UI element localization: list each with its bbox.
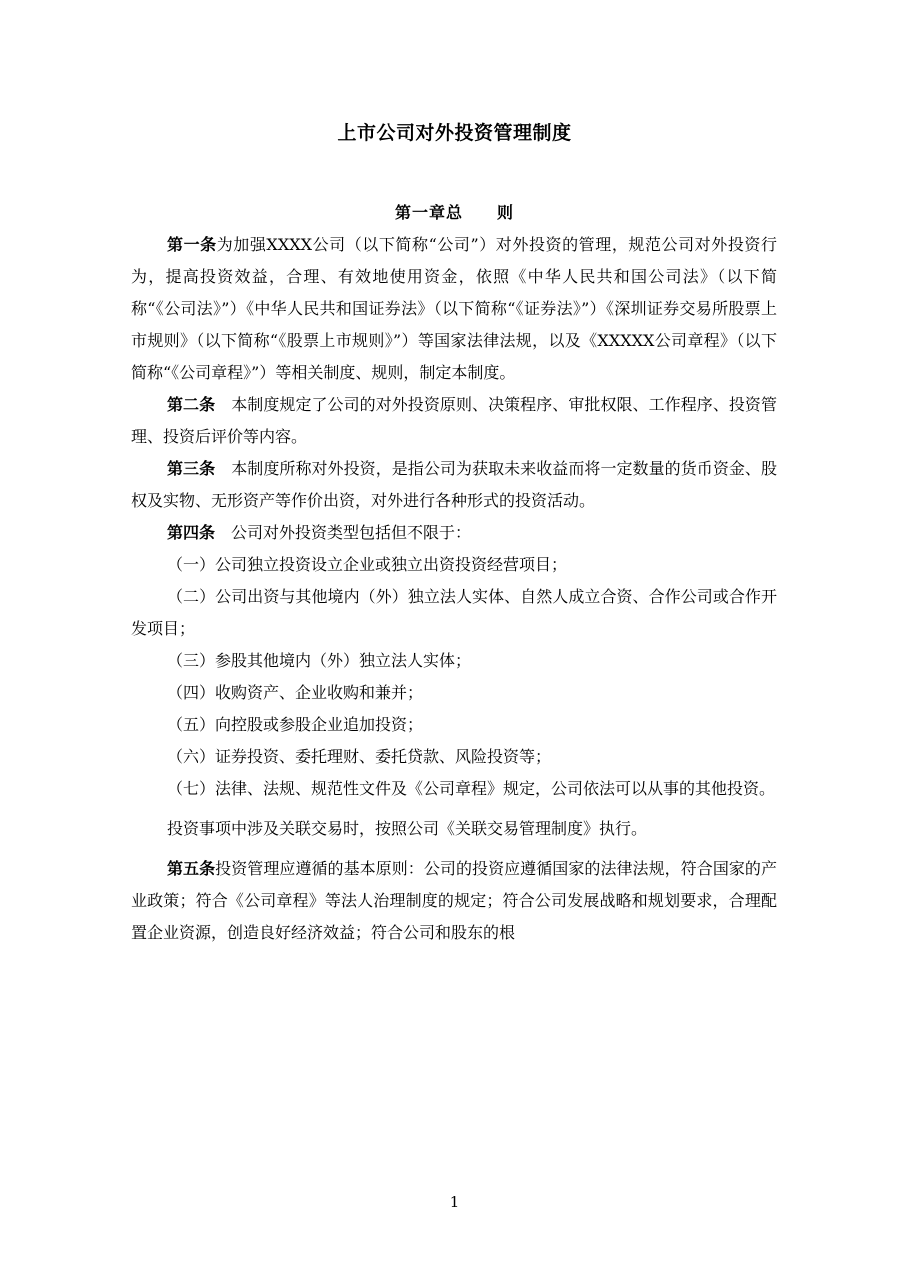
article-1 (131, 229, 777, 389)
article-2 (131, 389, 777, 453)
article-text: 本制度所称对外投资，是指公司为获取未来收益而将一定数量的货币资金、股权及实物、无形资产等作价出资，对外进行各种形式的投资活动。 (131, 459, 777, 510)
article-text: 公司对外投资类型包括但不限于： (215, 523, 472, 542)
page-number: 1 (449, 1193, 460, 1211)
list-item: （六）证券投资、委托理财、委托贷款、风险投资等； (167, 747, 552, 766)
article-heading: 第二条 (167, 395, 216, 414)
document-body (131, 229, 777, 949)
document-title: 上市公司对外投资管理制度 (337, 122, 572, 144)
article-text: 投资管理应遵循的基本原则：公司的投资应遵循国家的法律法规，符合国家的产业政策；符合《公司章程》等法人治理制度的规定；符合公司发展战略和规划要求，合理配置企业资源，创造良好经济效益；符合公司和股东的根 (131, 859, 777, 942)
article-heading: 第一条 (167, 235, 217, 254)
article-3 (131, 453, 777, 517)
article-heading: 第四条 (167, 523, 216, 542)
article-heading: 第五条 (167, 859, 216, 878)
article-4 (131, 517, 777, 549)
list-item: （四）收购资产、企业收购和兼并； (167, 683, 424, 702)
article-5 (131, 853, 777, 949)
chapter-title: 第一章总 则 (394, 203, 514, 222)
related-party-note: 投资事项中涉及关联交易时，按照公司《关联交易管理制度》执行。 (167, 819, 648, 838)
list-item: （一）公司独立投资设立企业或独立出资投资经营项目； (167, 555, 568, 574)
article-heading: 第三条 (167, 459, 216, 478)
article-text: 为加强XXXX公司（以下简称“公司”）对外投资的管理，规范公司对外投资行为，提高投资效益，合理、有效地使用资金，依照《中华人民共和国公司法》（以下简称“《公司法》”）《中华人民共和国证券法》（以下简称“《证券法》”）《深圳证券交易所股票上市规则》（以下简称“《股票上市规则》”）等国家法律法规，以及《XXXXX公司章程》（以下简称“《公司章程》”）等相关制度、规则，制定本制度。 (131, 235, 777, 382)
list-item: （五）向控股或参股企业追加投资； (167, 715, 424, 734)
list-item: （七）法律、法规、规范性文件及《公司章程》规定，公司依法可以从事的其他投资。 (167, 779, 776, 798)
list-item: （三）参股其他境内（外）独立法人实体； (167, 651, 472, 670)
list-item: （二）公司出资与其他境内（外）独立法人实体、自然人成立合资、合作公司或合作开发项目； (131, 587, 777, 638)
article-text: 本制度规定了公司的对外投资原则、决策程序、审批权限、工作程序、投资管理、投资后评价等内容。 (131, 395, 777, 446)
